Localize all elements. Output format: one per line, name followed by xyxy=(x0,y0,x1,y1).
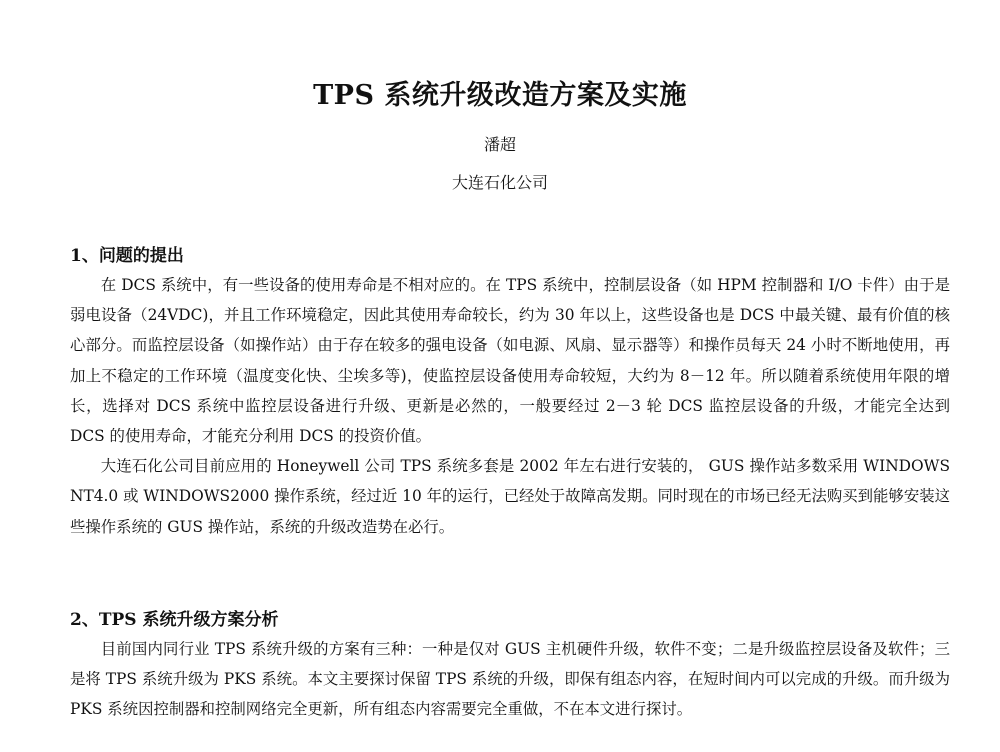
section-heading: 2、TPS 系统升级方案分析 xyxy=(70,610,279,630)
author-name: 潘超 xyxy=(483,135,516,154)
section-heading: 1、问题的提出 xyxy=(70,246,184,266)
section-upgrade-analysis xyxy=(70,608,950,725)
body-paragraph: 目前国内同行业 TPS 系统升级的方案有三种：一种是仅对 GUS 主机硬件升级，软件不变；二是升级监控层设备及软件；三是将 TPS 系统升级为 PKS 系统。本文主要探讨保留 TPS 系统的升级，即保有组态内容，在短时间内可以完成的升级。而升级为 PKS 系统因控制器和控制网络完全更新，所有组态内容需要完全重做，不在本文进行探讨。 xyxy=(70,640,950,719)
body-paragraph: 在 DCS 系统中，有一些设备的使用寿命是不相对应的。在 TPS 系统中，控制层设备（如 HPM 控制器和 I/O 卡件）由于是弱电设备（24VDC)，并且工作环境稳定，因此其使用寿命较长，约为 30 年以上，这些设备也是 DCS 中最关键、最有价值的核心部分。而监控层设备（如操作站）由于存在较多的强电设备（如电源、风扇、显示器等）和操作员每天 24 小时不断地使用，再加上不稳定的工作环境（温度变化快、尘埃多等)，使监控层设备使用寿命较短，大约为 8－12 年。所以随着系统使用年限的增长，选择对 DCS 系统中监控层设备进行升级、更新是必然的，一般要经过 2－3 轮 DCS 监控层设备的升级，才能完全达到 DCS 的使用寿命，才能充分利用 DCS 的投资价值。 xyxy=(70,276,950,446)
document-title: TPS 系统升级改造方案及实施 xyxy=(313,80,687,111)
author-affiliation: 大连石化公司 xyxy=(451,173,548,192)
section-problem-statement xyxy=(70,244,950,542)
body-paragraph: 大连石化公司目前应用的 Honeywell 公司 TPS 系统多套是 2002 年左右进行安装的， GUS 操作站多数采用 WINDOWS NT4.0 或 WINDOWS2000 操作系统，经过近 10 年的运行，已经处于故障高发期。同时现在的市场已经无法购买到能够安装这些操作系统的 GUS 操作站，系统的升级改造势在必行。 xyxy=(70,457,950,536)
